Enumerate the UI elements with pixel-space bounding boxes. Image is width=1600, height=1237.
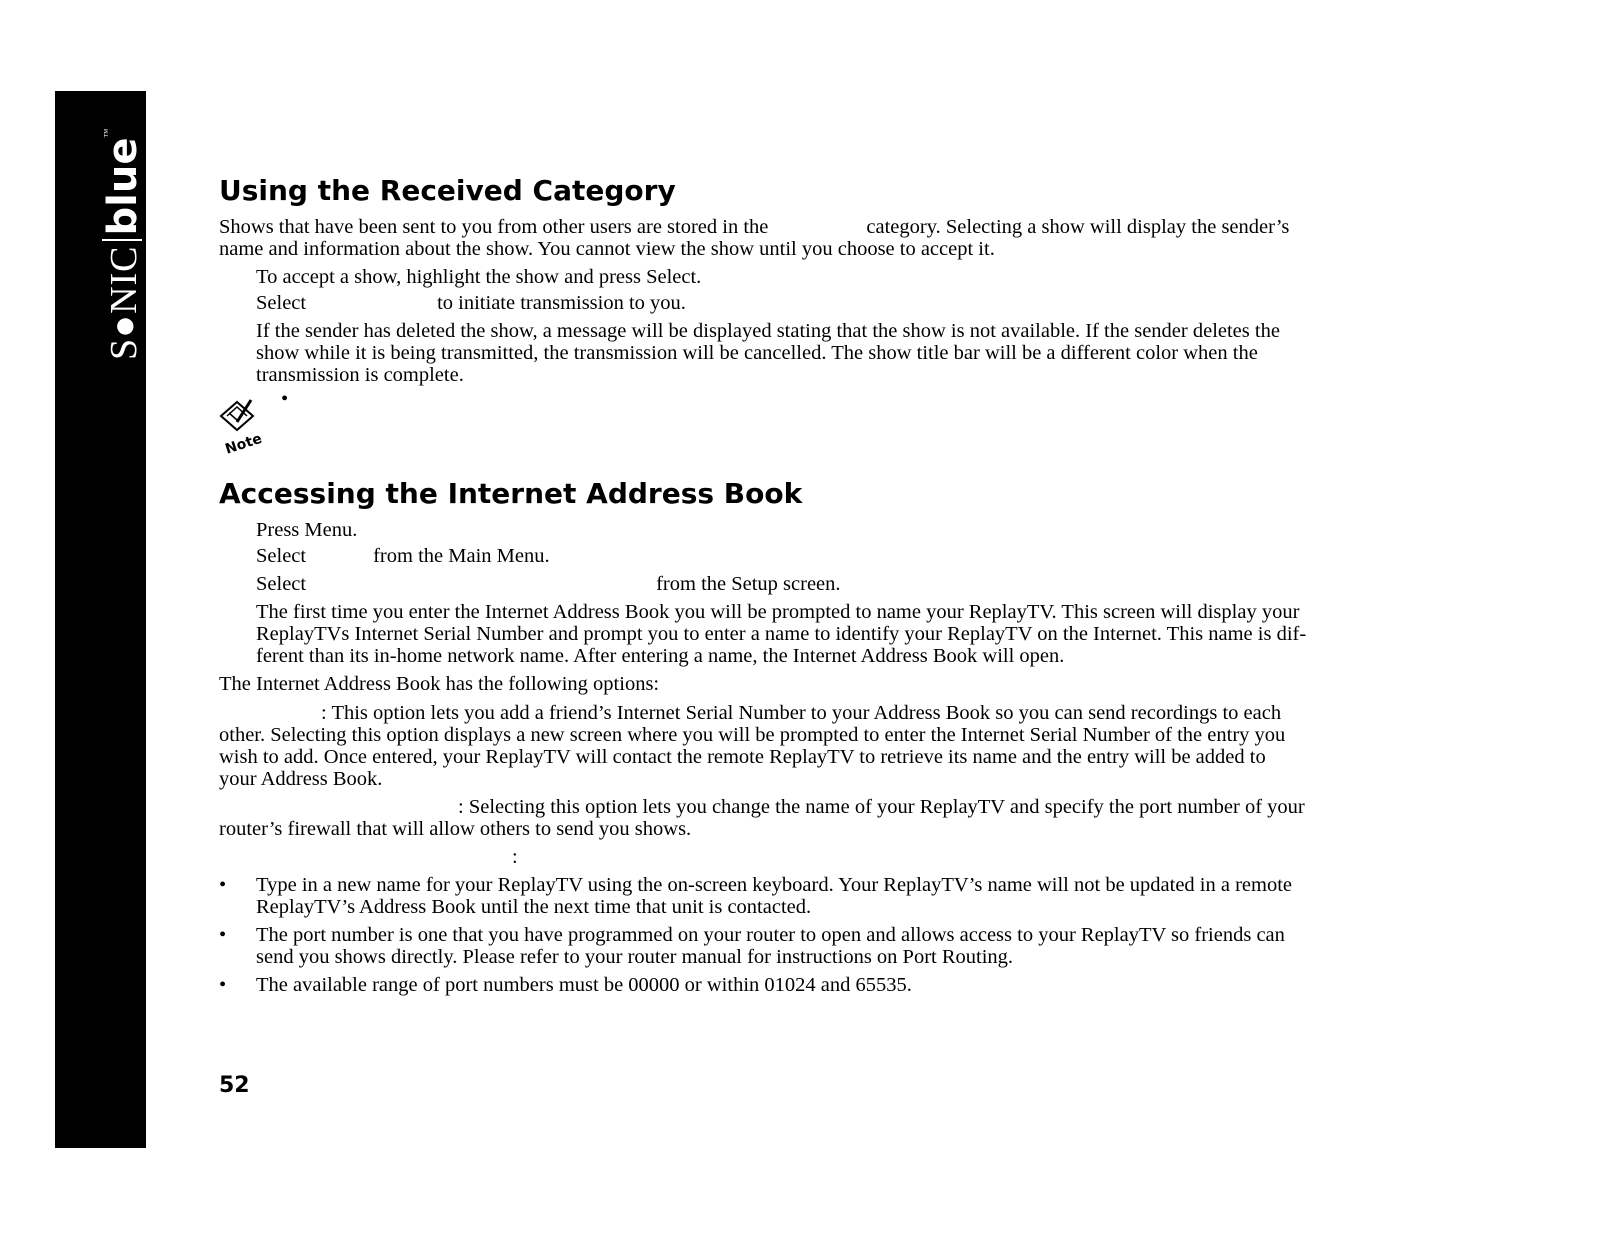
- received-step-3-line1: If the sender has deleted the show, a message will be displayed stating that the show is not available. If the sender deletes the: [256, 320, 1280, 342]
- option-1-line4: your Address Book.: [219, 768, 383, 790]
- option-1-line2: other. Selecting this option displays a new screen where you will be prompted to enter the Internet Serial Number of the entry you: [219, 724, 1286, 746]
- address-step-3: Select from the Setup screen.: [256, 573, 841, 595]
- address-step-2: Select from the Main Menu.: [256, 545, 550, 567]
- bullet-2-line2: send you shows directly. Please refer to your router manual for instructions on Port Routing.: [256, 946, 1014, 968]
- bullet-1-line1: Type in a new name for your ReplayTV using the on-screen keyboard. Your ReplayTV’s name will not be updated in a remote: [256, 874, 1293, 896]
- sub-option-colon: :: [512, 846, 518, 868]
- bullet-1-line2: ReplayTV’s Address Book until the next time that unit is contacted.: [256, 896, 812, 918]
- received-step-3-line3: transmission is complete.: [256, 364, 464, 386]
- option-2-line1: : Selecting this option lets you change the name of your ReplayTV and specify the port number of your: [458, 796, 1305, 818]
- page-number: 52: [219, 1073, 250, 1098]
- received-intro-line2: name and information about the show. You cannot view the show until you choose to accept it.: [219, 238, 995, 260]
- note-label: Note: [223, 430, 264, 458]
- received-step-1: To accept a show, highlight the show and press Select.: [256, 266, 702, 288]
- sonicblue-logo: S●NICblue™: [100, 128, 146, 360]
- received-intro-line1: Shows that have been sent to you from other users are stored in the category. Selecting a show will display the sender’s: [219, 216, 1290, 238]
- bullet-2-line1: The port number is one that you have programmed on your router to open and allows access to your ReplayTV so friends can: [256, 924, 1285, 946]
- bullet-mark: •: [219, 874, 227, 896]
- received-step-2: Select to initiate transmission to you.: [256, 292, 686, 314]
- note-bullet: •: [281, 388, 289, 410]
- address-step-4-line1: The first time you enter the Internet Address Book you will be prompted to name your ReplayTV. This screen will display your: [256, 601, 1300, 623]
- note-pencil-icon: [215, 396, 273, 458]
- address-step-4-line3: ferent than its in-home network name. After entering a name, the Internet Address Book will open.: [256, 645, 1065, 667]
- section-title-received: Using the Received Category: [219, 174, 676, 207]
- option-1-line1: : This option lets you add a friend’s Internet Serial Number to your Address Book so you can send recordings to each: [321, 702, 1282, 724]
- bullet-mark: •: [219, 974, 227, 996]
- address-step-1: Press Menu.: [256, 519, 358, 541]
- received-step-3-line2: show while it is being transmitted, the transmission will be cancelled. The show title bar will be a different color when the: [256, 342, 1258, 364]
- option-2-line2: router’s firewall that will allow others to send you shows.: [219, 818, 692, 840]
- bullet-3-line1: The available range of port numbers must be 00000 or within 01024 and 65535.: [256, 974, 912, 996]
- section-title-address-book: Accessing the Internet Address Book: [219, 477, 803, 510]
- options-intro: The Internet Address Book has the following options:: [219, 673, 660, 695]
- option-1-line3: wish to add. Once entered, your ReplayTV will contact the remote ReplayTV to retrieve its name and the entry will be added to: [219, 746, 1266, 768]
- bullet-mark: •: [219, 924, 227, 946]
- address-step-4-line2: ReplayTVs Internet Serial Number and prompt you to enter a name to identify your ReplayTV on the Internet. This name is dif-: [256, 623, 1307, 645]
